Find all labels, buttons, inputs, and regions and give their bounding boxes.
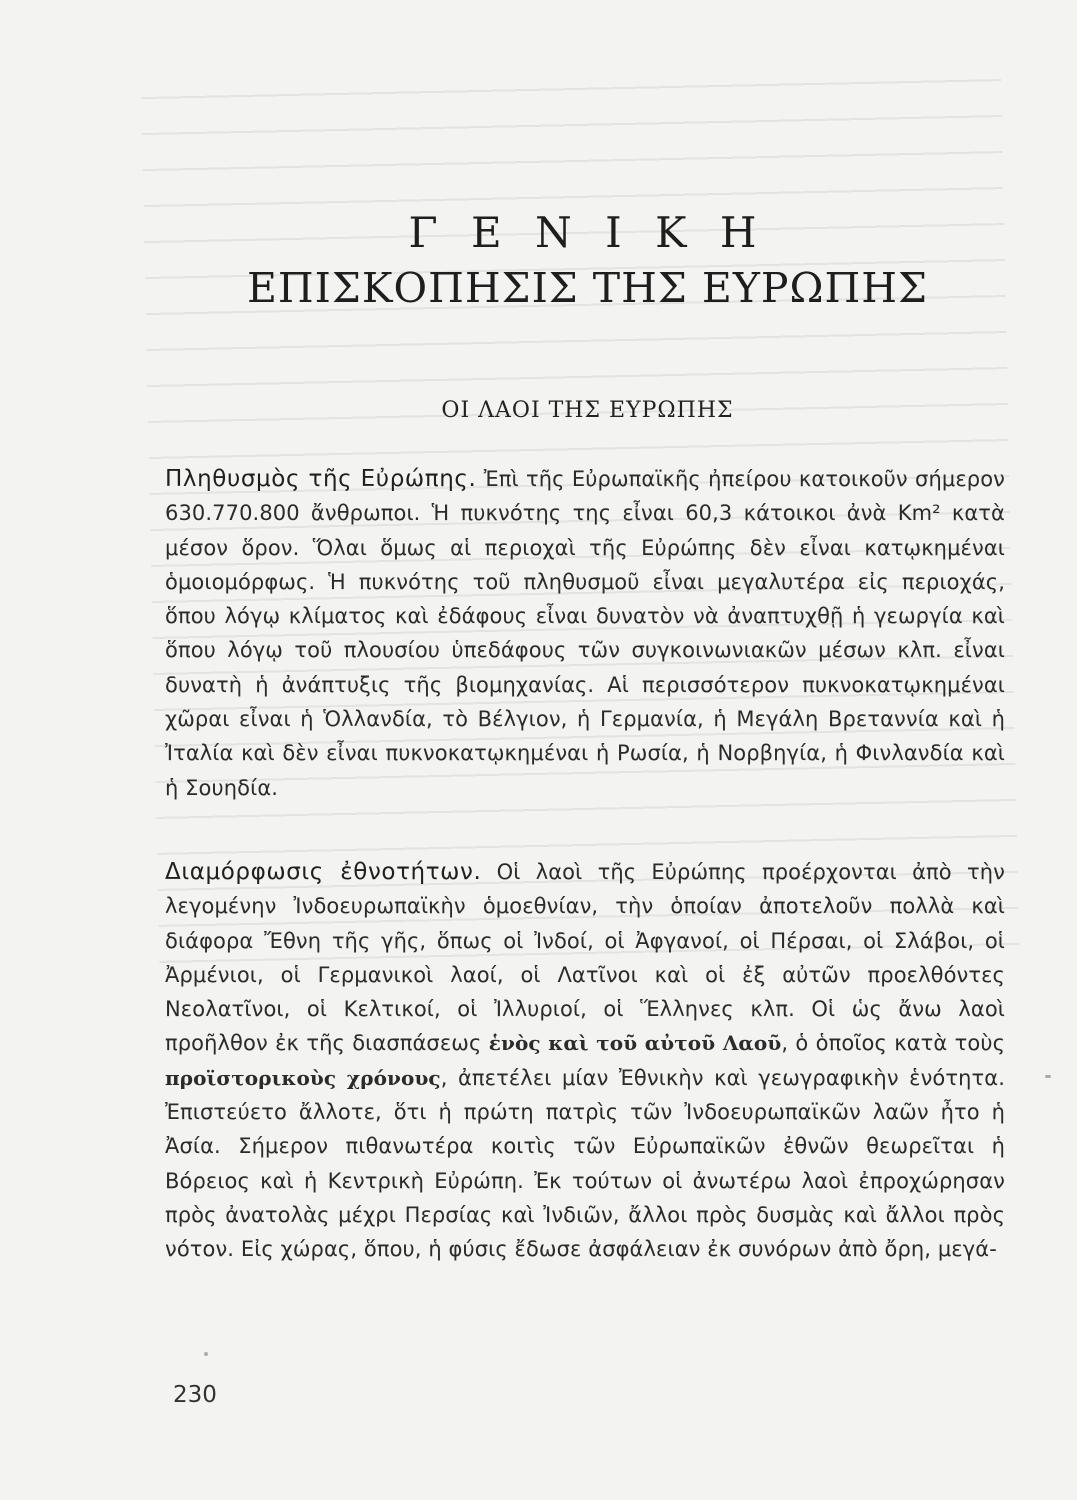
page-title: Γ Ε Ν Ι Κ Η (408, 208, 767, 257)
paragraph-lead: Διαμόρφωσις ἐθνοτήτων. (165, 859, 482, 885)
paragraph-body-part: , ὁ ὁποῖος κατὰ τοὺς (781, 1031, 1005, 1056)
paragraph-population (165, 462, 1005, 805)
paragraph-body-part: Οἱ λαοὶ τῆς Εὐρώπης προέρχονται ἀπὸ τὴν λεγομένην Ἰνδοευρωπαϊκὴν ὁμοεθνίαν, τὴν ὁποίαν ἀποτελοῦν πολλὰ καὶ διάφορα Ἔθνη τῆς γῆς, ὅπως οἱ Ἰνδοί, οἱ Ἀφγανοί, οἱ Πέρσαι, οἱ Σλάβοι, οἱ Ἀρμένιοι, οἱ Γερμανικοὶ λαοί, οἱ Λατῖνοι καὶ οἱ ἐξ αὐτῶν προελθόντες Νεολατῖνοι, οἱ Κελτικοί, οἱ Ἰλλυριοί, οἱ Ἕλληνες κλπ. Οἱ ὡς ἄνω λαοὶ προῆλθον ἐκ τῆς διασπάσεως (165, 860, 1005, 1056)
paragraph-body-part: , ἀπετέλει μίαν Ἐθνικὴν καὶ γεωγραφικὴν ἑνότητα. Ἐπιστεύετο ἄλλοτε, ὅτι ἡ πρώτη πατρὶς τῶν Ἰνδοευρωπαϊκῶν λαῶν ἦτο ἡ Ἀσία. Σήμερον πιθανωτέρα κοιτὶς τῶν Εὐρωπαϊκῶν ἐθνῶν θεωρεῖται ἡ Βόρειος καὶ ἡ Κεντρικὴ Εὐρώπη. Ἐκ τούτων οἱ ἀνωτέρω λαοὶ ἐπροχώρησαν πρὸς ἀνατολὰς μέχρι Περσίας καὶ Ἰνδιῶν, ἄλλοι πρὸς δυσμὰς καὶ ἄλλοι πρὸς νότον. Εἰς χώρας, ὅπου, ἡ φύσις ἔδωσε ἀσφάλειαν ἐκ συνόρων ἀπὸ ὄρη, μεγά- (165, 1065, 1005, 1262)
emphasis-text: προϊστορικοὺς χρόνους (165, 1065, 441, 1090)
ink-speck (1045, 1075, 1051, 1078)
paragraph-nationalities (165, 855, 1005, 1267)
book-page (165, 0, 1010, 1500)
paragraph-lead: Πληθυσμὸς τῆς Εὐρώπης. (165, 466, 477, 492)
page-number: 230 (173, 1382, 217, 1408)
paragraph-body: Ἐπὶ τῆς Εὐρωπαϊκῆς ἠπείρου κατοικοῦν σήμερον 630.770.800 ἄνθρωποι. Ἡ πυκνότης της εἶναι 60,3 κάτοικοι ἀνὰ Km² κατὰ μέσον ὅρον. Ὅλαι ὅμως αἱ περιοχαὶ τῆς Εὐρώπης δὲν εἶναι κατῳκημέναι ὁμοιομόρφως. Ἡ πυκνότης τοῦ πληθυσμοῦ εἶναι μεγαλυτέρα εἰς περιοχάς, ὅπου λόγῳ κλίματος καὶ ἐδάφους εἶναι δυνατὸν νὰ ἀναπτυχθῇ ἡ γεωργία καὶ ὅπου λόγῳ τοῦ πλουσίου ὑπεδάφους τῶν συγκοινωνιακῶν μέσων κλπ. εἶναι δυνατὴ ἡ ἀνάπτυξις τῆς βιομηχανίας. Αἱ περισσότερον πυκνοκατῳκημέναι χῶραι εἶναι ἡ Ὁλλανδία, τὸ Βέλγιον, ἡ Γερμανία, ἡ Μεγάλη Βρεταννία καὶ ἡ Ἰταλία καὶ δὲν εἶναι πυκνοκατῳκημέναι ἡ Ρωσία, ἡ Νορβηγία, ἡ Φινλανδία καὶ ἡ Σουηδία. (165, 467, 1005, 800)
page-subtitle: ΕΠΙΣΚΟΠΗΣΙΣ ΤΗΣ ΕΥΡΩΠΗΣ (246, 264, 929, 312)
ink-speck (204, 1352, 208, 1356)
emphasis-text: ἑνὸς καὶ τοῦ αὐτοῦ Λαοῦ (488, 1031, 782, 1056)
section-heading: ΟΙ ΛΑΟΙ ΤΗΣ ΕΥΡΩΠΗΣ (441, 398, 734, 423)
